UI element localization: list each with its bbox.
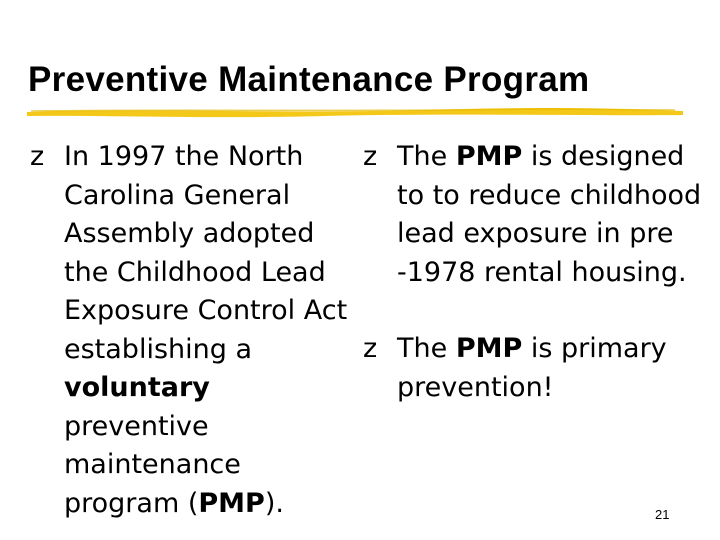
bullet-item-act	[30, 138, 350, 523]
text-segment: In 1997 the North Carolina General Assembly adopted the Childhood Lead Exposure Control Act establishing a	[64, 141, 348, 365]
text-segment: is primary prevention!	[397, 333, 667, 403]
right-column	[363, 138, 708, 407]
text-segment: preventive maintenance program (	[64, 410, 241, 519]
bullet-item-prevention	[363, 330, 708, 407]
bullet-item-designed	[363, 138, 708, 292]
text-bold-pmp: PMP	[198, 487, 265, 519]
text-segment: The	[397, 333, 456, 364]
page-number: 21	[655, 507, 670, 522]
bullet-icon: z	[30, 141, 45, 172]
text-bold-voluntary: voluntary	[64, 372, 210, 403]
text-bold-pmp: PMP	[455, 141, 523, 172]
slide-title: Preventive Maintenance Program	[28, 60, 590, 99]
text-segment: The	[397, 141, 456, 172]
text-segment: ).	[264, 487, 284, 519]
left-column	[30, 138, 350, 523]
spacer	[363, 292, 708, 330]
text-bold-pmp: PMP	[455, 333, 523, 364]
bullet-icon: z	[363, 333, 378, 364]
title-underline-brush	[25, 103, 685, 121]
text-segment: is designed to to reduce childhood lead exposure in pre -1978 rental housing.	[397, 141, 702, 288]
bullet-icon: z	[363, 141, 378, 172]
